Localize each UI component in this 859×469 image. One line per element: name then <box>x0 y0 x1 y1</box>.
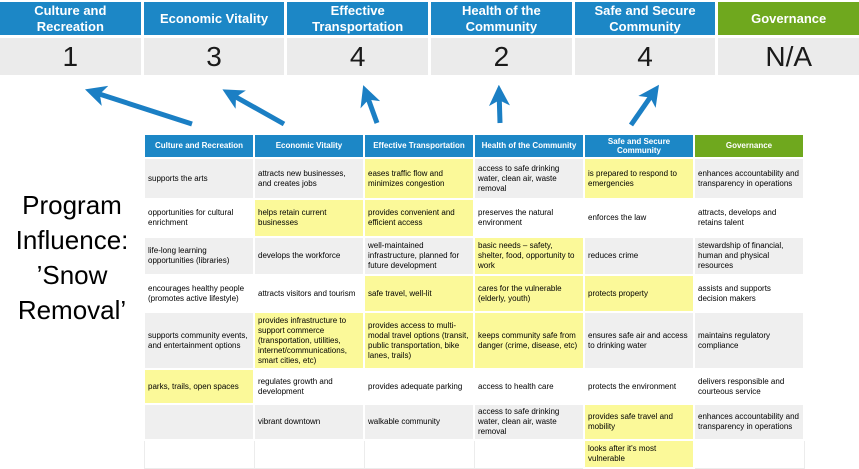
matrix-cell-r1-c6: enhances accountability and transparency in operations <box>694 158 804 199</box>
matrix-cell-r5-c6: maintains regulatory compliance <box>694 312 804 369</box>
priority-score-1: 1 <box>0 38 141 75</box>
matrix-row-8 <box>144 440 804 468</box>
matrix-cell-r6-c5: protects the environment <box>584 369 694 404</box>
priority-header-6: Governance <box>718 2 859 35</box>
matrix-cell-r6-c1-highlighted: parks, trails, open spaces <box>144 369 254 404</box>
matrix-cell-r1-c4: access to safe drinking water, clean air, waste removal <box>474 158 584 199</box>
matrix-cell-r2-c2-highlighted: helps retain current businesses <box>254 199 364 237</box>
matrix-cell-r8-c3 <box>364 440 474 468</box>
matrix-cell-r5-c4-highlighted: keeps community safe from danger (crime, disease, etc) <box>474 312 584 369</box>
matrix-cell-r1-c1: supports the arts <box>144 158 254 199</box>
matrix-column-header-5: Safe and Secure Community <box>584 134 694 158</box>
matrix-cell-r4-c1: encourages healthy people (promotes active lifestyle) <box>144 275 254 312</box>
matrix-cell-r8-c1 <box>144 440 254 468</box>
matrix-header-row <box>144 134 804 158</box>
priority-header-2: Economic Vitality <box>144 2 285 35</box>
influence-arrow-4 <box>499 90 500 123</box>
matrix-column-header-1: Culture and Recreation <box>144 134 254 158</box>
influence-arrow-3 <box>365 90 377 123</box>
matrix-cell-r2-c5: enforces the law <box>584 199 694 237</box>
matrix-row-2 <box>144 199 804 237</box>
matrix-row-7 <box>144 404 804 440</box>
priority-header-3: Effective Transportation <box>287 2 428 35</box>
matrix-cell-r5-c1: supports community events, and entertainment options <box>144 312 254 369</box>
matrix-cell-r3-c1: life-long learning opportunities (libraries) <box>144 237 254 275</box>
priority-score-3: 4 <box>287 38 428 75</box>
matrix-cell-r3-c5: reduces crime <box>584 237 694 275</box>
matrix-cell-r4-c2: attracts visitors and tourism <box>254 275 364 312</box>
matrix-cell-r6-c3: provides adequate parking <box>364 369 474 404</box>
matrix-cell-r2-c6: attracts, develops and retains talent <box>694 199 804 237</box>
influence-arrow-5 <box>631 89 656 125</box>
matrix-cell-r4-c3-highlighted: safe travel, well-lit <box>364 275 474 312</box>
matrix-cell-r8-c4 <box>474 440 584 468</box>
matrix-cell-r1-c2: attracts new businesses, and creates jobs <box>254 158 364 199</box>
matrix-cell-r3-c3: well-maintained infrastructure, planned for future development <box>364 237 474 275</box>
priority-header-5: Safe and Secure Community <box>575 2 716 35</box>
matrix-cell-r6-c6: delivers responsible and courteous service <box>694 369 804 404</box>
matrix-cell-r8-c5-highlighted: looks after it's most vulnerable <box>584 440 694 468</box>
priority-score-6: N/A <box>718 38 859 75</box>
matrix-cell-r2-c1: opportunities for cultural enrichment <box>144 199 254 237</box>
priority-score-5: 4 <box>575 38 716 75</box>
matrix-cell-r5-c3-highlighted: provides access to multi-modal travel options (transit, public transportation, bike lanes, trails) <box>364 312 474 369</box>
matrix-cell-r4-c4-highlighted: cares for the vulnerable (elderly, youth) <box>474 275 584 312</box>
matrix-cell-r8-c6 <box>694 440 804 468</box>
priority-score-4: 2 <box>431 38 572 75</box>
matrix-cell-r7-c6: enhances accountability and transparency in operations <box>694 404 804 440</box>
matrix-row-3 <box>144 237 804 275</box>
influence-arrow-2 <box>227 92 284 124</box>
influence-arrow-1 <box>90 91 192 124</box>
matrix-cell-r2-c3-highlighted: provides convenient and efficient access <box>364 199 474 237</box>
priority-header-row <box>0 2 859 35</box>
matrix-cell-r2-c4: preserves the natural environment <box>474 199 584 237</box>
matrix-cell-r3-c2: develops the workforce <box>254 237 364 275</box>
priority-header-4: Health of the Community <box>431 2 572 35</box>
matrix-cell-r6-c2: regulates growth and development <box>254 369 364 404</box>
matrix-cell-r7-c5-highlighted: provides safe travel and mobility <box>584 404 694 440</box>
matrix-cell-r7-c2: vibrant downtown <box>254 404 364 440</box>
influence-matrix-table <box>143 133 805 469</box>
matrix-column-header-4: Health of the Community <box>474 134 584 158</box>
influence-matrix <box>143 133 805 469</box>
program-influence-label: Program Influence: ’Snow Removal’ <box>15 190 129 325</box>
matrix-cell-r8-c2 <box>254 440 364 468</box>
matrix-row-1 <box>144 158 804 199</box>
matrix-row-4 <box>144 275 804 312</box>
matrix-cell-r1-c5-highlighted: is prepared to respond to emergencies <box>584 158 694 199</box>
matrix-cell-r6-c4: access to health care <box>474 369 584 404</box>
matrix-cell-r5-c5: ensures safe air and access to drinking water <box>584 312 694 369</box>
matrix-column-header-2: Economic Vitality <box>254 134 364 158</box>
matrix-cell-r7-c3: walkable community <box>364 404 474 440</box>
matrix-cell-r3-c4-highlighted: basic needs – safety, shelter, food, opportunity to work <box>474 237 584 275</box>
matrix-row-5 <box>144 312 804 369</box>
matrix-column-header-6: Governance <box>694 134 804 158</box>
score-row <box>0 38 859 75</box>
matrix-cell-r7-c1 <box>144 404 254 440</box>
matrix-cell-r5-c2-highlighted: provides infrastructure to support commerce (transportation, utilities, internet/communications, smart cities, etc) <box>254 312 364 369</box>
matrix-row-6 <box>144 369 804 404</box>
priority-score-2: 3 <box>144 38 285 75</box>
priority-header-1: Culture and Recreation <box>0 2 141 35</box>
matrix-column-header-3: Effective Transportation <box>364 134 474 158</box>
matrix-cell-r3-c6: stewardship of financial, human and physical resources <box>694 237 804 275</box>
matrix-cell-r1-c3-highlighted: eases traffic flow and minimizes congestion <box>364 158 474 199</box>
matrix-cell-r7-c4: access to safe drinking water, clean air, waste removal <box>474 404 584 440</box>
matrix-cell-r4-c6: assists and supports decision makers <box>694 275 804 312</box>
matrix-cell-r4-c5-highlighted: protects property <box>584 275 694 312</box>
